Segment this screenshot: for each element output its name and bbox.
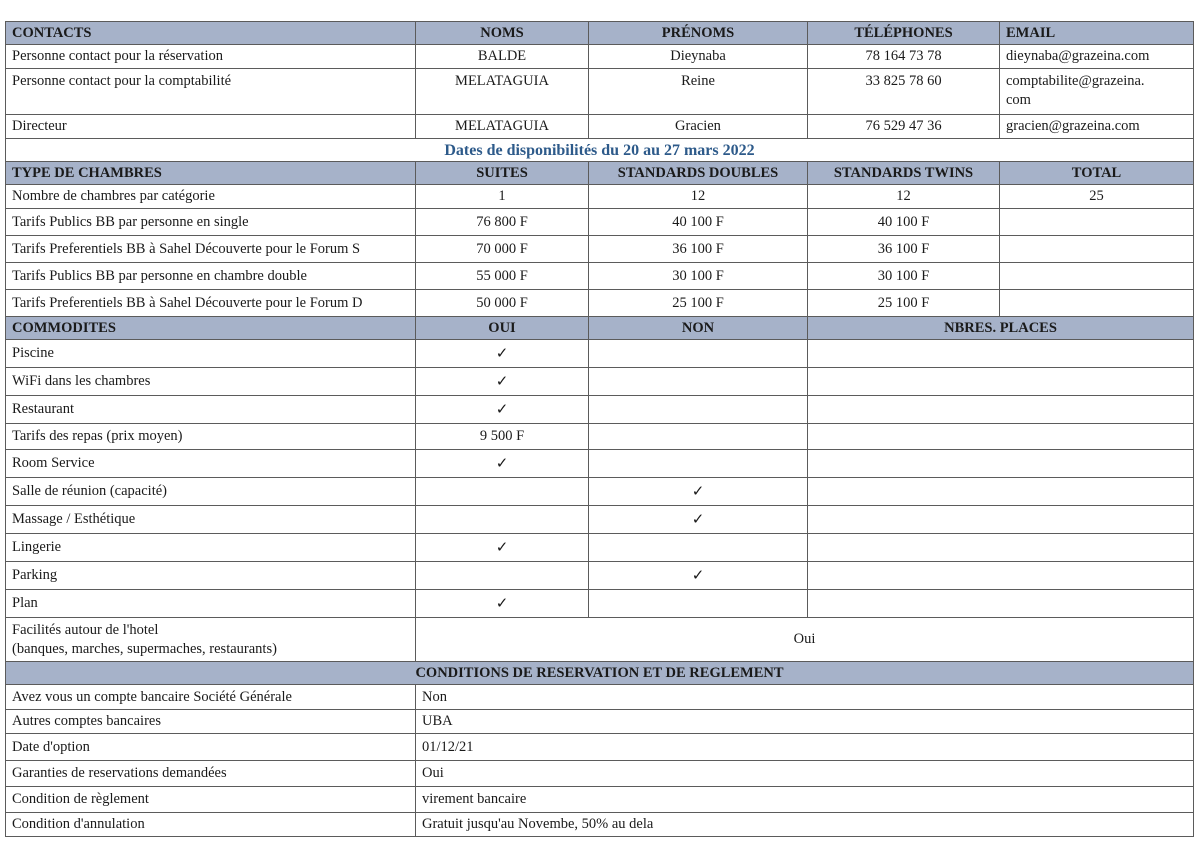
- condition-row: [6, 761, 1194, 787]
- room-total: [1000, 290, 1194, 317]
- room-suites: 55 000 F: [416, 263, 589, 290]
- amenity-label: Piscine: [6, 340, 416, 368]
- room-row: [6, 185, 1194, 209]
- condition-value: 01/12/21: [416, 734, 1194, 761]
- email-header: EMAIL: [1000, 22, 1194, 45]
- facilities-row: [6, 618, 1194, 662]
- facilities-label-line: Facilités autour de l'hotel: [12, 621, 159, 638]
- contact-role: Personne contact pour la réservation: [6, 45, 416, 69]
- contact-tel: 33 825 78 60: [808, 69, 1000, 115]
- condition-label: Autres comptes bancaires: [6, 710, 416, 734]
- room-row: [6, 290, 1194, 317]
- amenity-places: [808, 396, 1194, 424]
- amenity-row: [6, 396, 1194, 424]
- amenity-label: Lingerie: [6, 534, 416, 562]
- contact-email-line: com: [1006, 92, 1031, 108]
- room-suites: 50 000 F: [416, 290, 589, 317]
- amenity-oui: 9 500 F: [416, 424, 589, 450]
- room-doubles: 36 100 F: [589, 236, 808, 263]
- room-row: [6, 263, 1194, 290]
- standards-doubles-header: STANDARDS DOUBLES: [589, 162, 808, 185]
- room-suites: 76 800 F: [416, 209, 589, 236]
- amenity-row: [6, 562, 1194, 590]
- contact-row: [6, 45, 1194, 69]
- room-label: Tarifs Publics BB par personne en single: [6, 209, 416, 236]
- amenity-places: [808, 368, 1194, 396]
- amenity-places: [808, 424, 1194, 450]
- condition-value: UBA: [416, 710, 1194, 734]
- condition-label: Avez vous un compte bancaire Société Générale: [6, 685, 416, 710]
- room-suites: 1: [416, 185, 589, 209]
- noms-header: NOMS: [416, 22, 589, 45]
- amenity-non: [589, 340, 808, 368]
- amenity-row: [6, 424, 1194, 450]
- suites-header: SUITES: [416, 162, 589, 185]
- contact-row: [6, 115, 1194, 139]
- room-row: [6, 236, 1194, 263]
- amenity-oui: ✓: [416, 534, 589, 562]
- oui-header: OUI: [416, 317, 589, 340]
- contact-email: dieynaba@grazeina.com: [1000, 45, 1194, 69]
- amenity-non: [589, 396, 808, 424]
- amenity-row: [6, 450, 1194, 478]
- hotel-info-table: [5, 21, 1194, 837]
- condition-row: [6, 787, 1194, 813]
- conditions-header: CONDITIONS DE RESERVATION ET DE REGLEMENT: [6, 662, 1194, 685]
- amenity-oui: [416, 478, 589, 506]
- room-doubles: 12: [589, 185, 808, 209]
- non-header: NON: [589, 317, 808, 340]
- contacts-header-row: [6, 22, 1194, 45]
- room-doubles: 30 100 F: [589, 263, 808, 290]
- amenity-row: [6, 534, 1194, 562]
- amenity-row: [6, 340, 1194, 368]
- contact-prenom: Reine: [589, 69, 808, 115]
- condition-label: Condition d'annulation: [6, 813, 416, 837]
- contact-prenom: Gracien: [589, 115, 808, 139]
- room-type-header: TYPE DE CHAMBRES: [6, 162, 416, 185]
- amenity-non: [589, 590, 808, 618]
- amenity-oui: [416, 562, 589, 590]
- amenity-label: Restaurant: [6, 396, 416, 424]
- contact-role: Directeur: [6, 115, 416, 139]
- room-twins: 25 100 F: [808, 290, 1000, 317]
- condition-value: Oui: [416, 761, 1194, 787]
- amenity-places: [808, 478, 1194, 506]
- amenity-oui: ✓: [416, 590, 589, 618]
- amenity-non: ✓: [589, 478, 808, 506]
- contact-tel: 76 529 47 36: [808, 115, 1000, 139]
- contact-nom: MELATAGUIA: [416, 115, 589, 139]
- amenity-oui: ✓: [416, 450, 589, 478]
- amenity-non: [589, 424, 808, 450]
- condition-value: Non: [416, 685, 1194, 710]
- amenity-places: [808, 590, 1194, 618]
- condition-label: Date d'option: [6, 734, 416, 761]
- condition-row: [6, 734, 1194, 761]
- room-doubles: 40 100 F: [589, 209, 808, 236]
- amenity-oui: ✓: [416, 396, 589, 424]
- room-total: [1000, 263, 1194, 290]
- room-total: 25: [1000, 185, 1194, 209]
- room-label: Tarifs Publics BB par personne en chambre double: [6, 263, 416, 290]
- amenity-oui: ✓: [416, 368, 589, 396]
- telephones-header: TÉLÉPHONES: [808, 22, 1000, 45]
- room-total: [1000, 209, 1194, 236]
- condition-value: virement bancaire: [416, 787, 1194, 813]
- contact-prenom: Dieynaba: [589, 45, 808, 69]
- amenity-label: WiFi dans les chambres: [6, 368, 416, 396]
- rooms-header-row: [6, 162, 1194, 185]
- condition-value: Gratuit jusqu'au Novembe, 50% au dela: [416, 813, 1194, 837]
- commodites-header: COMMODITES: [6, 317, 416, 340]
- room-twins: 30 100 F: [808, 263, 1000, 290]
- contacts-header: CONTACTS: [6, 22, 416, 45]
- amenity-label: Plan: [6, 590, 416, 618]
- contact-nom: MELATAGUIA: [416, 69, 589, 115]
- condition-label: Condition de règlement: [6, 787, 416, 813]
- amenity-label: Salle de réunion (capacité): [6, 478, 416, 506]
- conditions-header-row: [6, 662, 1194, 685]
- amenity-non: [589, 368, 808, 396]
- total-header: TOTAL: [1000, 162, 1194, 185]
- room-row: [6, 209, 1194, 236]
- amenity-places: [808, 534, 1194, 562]
- amenity-oui: [416, 506, 589, 534]
- amenity-places: [808, 340, 1194, 368]
- amenity-non: [589, 450, 808, 478]
- condition-row: [6, 813, 1194, 837]
- contact-email: [1000, 69, 1194, 115]
- facilities-label-line: (banques, marches, supermaches, restaurants): [12, 640, 277, 657]
- contact-role: Personne contact pour la comptabilité: [6, 69, 416, 115]
- amenity-label: Massage / Esthétique: [6, 506, 416, 534]
- condition-row: [6, 685, 1194, 710]
- room-label: Tarifs Preferentiels BB à Sahel Découverte pour le Forum S: [6, 236, 416, 263]
- condition-label: Garanties de reservations demandées: [6, 761, 416, 787]
- amenity-non: ✓: [589, 562, 808, 590]
- amenity-places: [808, 450, 1194, 478]
- availability-title: Dates de disponibilités du 20 au 27 mars 2022: [6, 139, 1194, 162]
- room-doubles: 25 100 F: [589, 290, 808, 317]
- contact-email: gracien@grazeina.com: [1000, 115, 1194, 139]
- room-twins: 12: [808, 185, 1000, 209]
- facilities-value: Oui: [416, 618, 1194, 662]
- amenity-places: [808, 562, 1194, 590]
- amenity-row: [6, 506, 1194, 534]
- room-total: [1000, 236, 1194, 263]
- amenity-non: ✓: [589, 506, 808, 534]
- amenity-row: [6, 590, 1194, 618]
- room-label: Nombre de chambres par catégorie: [6, 185, 416, 209]
- amenity-row: [6, 478, 1194, 506]
- condition-row: [6, 710, 1194, 734]
- availability-title-row: [6, 139, 1194, 162]
- contact-row: [6, 69, 1194, 115]
- room-suites: 70 000 F: [416, 236, 589, 263]
- amenity-label: Room Service: [6, 450, 416, 478]
- amenity-non: [589, 534, 808, 562]
- room-twins: 36 100 F: [808, 236, 1000, 263]
- facilities-label: [6, 618, 416, 662]
- places-header: NBRES. PLACES: [808, 317, 1194, 340]
- prenoms-header: PRÉNOMS: [589, 22, 808, 45]
- contact-email-line: comptabilite@grazeina.: [1006, 73, 1145, 89]
- amenity-row: [6, 368, 1194, 396]
- amenity-label: Tarifs des repas (prix moyen): [6, 424, 416, 450]
- amenity-oui: ✓: [416, 340, 589, 368]
- standards-twins-header: STANDARDS TWINS: [808, 162, 1000, 185]
- amenities-header-row: [6, 317, 1194, 340]
- contact-tel: 78 164 73 78: [808, 45, 1000, 69]
- amenity-label: Parking: [6, 562, 416, 590]
- room-label: Tarifs Preferentiels BB à Sahel Découverte pour le Forum D: [6, 290, 416, 317]
- contact-nom: BALDE: [416, 45, 589, 69]
- room-twins: 40 100 F: [808, 209, 1000, 236]
- amenity-places: [808, 506, 1194, 534]
